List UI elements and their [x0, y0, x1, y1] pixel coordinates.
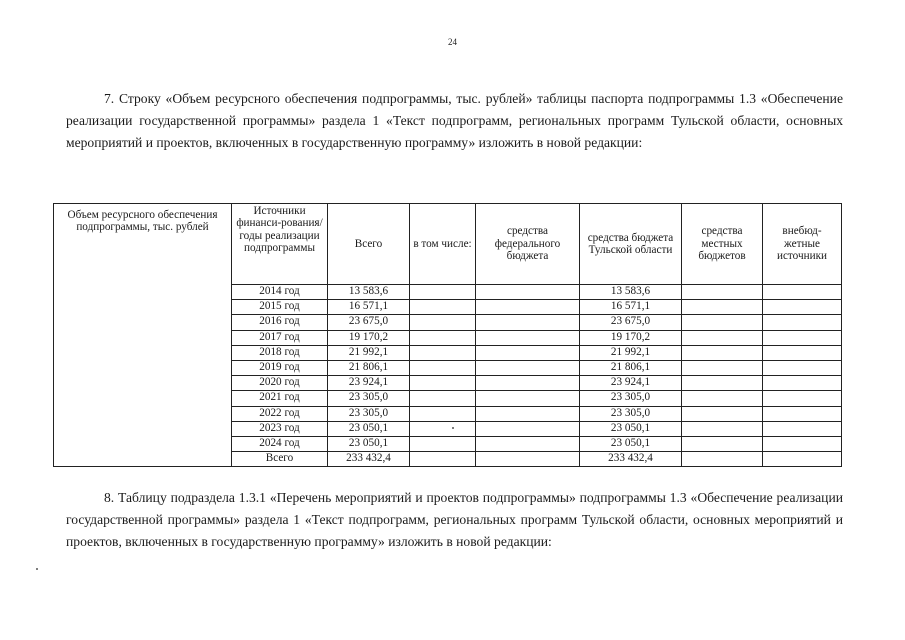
- extrabudget-cell: [763, 376, 842, 391]
- resource-table: [53, 203, 842, 467]
- extrabudget-cell: [763, 436, 842, 451]
- regional-cell: 13 583,6: [580, 285, 682, 300]
- including-cell: [410, 436, 476, 451]
- header-extrabudget: внебюд-жетные источники: [763, 204, 842, 285]
- federal-cell: [476, 360, 580, 375]
- header-regional: средства бюджета Тульской области: [580, 204, 682, 285]
- paragraph-7-number: 7.: [104, 91, 115, 106]
- regional-cell: 233 432,4: [580, 452, 682, 467]
- year-cell: 2021 год: [232, 391, 328, 406]
- year-cell: 2019 год: [232, 360, 328, 375]
- header-total: Всего: [328, 204, 410, 285]
- year-cell: 2015 год: [232, 300, 328, 315]
- year-cell: 2017 год: [232, 330, 328, 345]
- extrabudget-cell: [763, 345, 842, 360]
- total-cell: 23 050,1: [328, 436, 410, 451]
- extrabudget-cell: [763, 360, 842, 375]
- federal-cell: [476, 376, 580, 391]
- year-cell: 2023 год: [232, 421, 328, 436]
- regional-cell: 21 992,1: [580, 345, 682, 360]
- local-cell: [682, 330, 763, 345]
- total-cell: 21 806,1: [328, 360, 410, 375]
- regional-cell: 23 305,0: [580, 406, 682, 421]
- total-cell: 23 675,0: [328, 315, 410, 330]
- header-sources: Источники финанси-рования/ годы реализации подпрограммы: [232, 204, 328, 285]
- extrabudget-cell: [763, 330, 842, 345]
- extrabudget-cell: [763, 406, 842, 421]
- total-cell: 233 432,4: [328, 452, 410, 467]
- row-label-cell: Объем ресурсного обеспечения подпрограммы, тыс. рублей: [54, 204, 232, 467]
- local-cell: [682, 452, 763, 467]
- regional-cell: 16 571,1: [580, 300, 682, 315]
- year-cell: Всего: [232, 452, 328, 467]
- including-cell: [410, 391, 476, 406]
- scan-speck: [452, 427, 454, 429]
- year-cell: 2018 год: [232, 345, 328, 360]
- including-cell: [410, 360, 476, 375]
- local-cell: [682, 345, 763, 360]
- local-cell: [682, 315, 763, 330]
- federal-cell: [476, 406, 580, 421]
- extrabudget-cell: [763, 452, 842, 467]
- including-cell: [410, 330, 476, 345]
- including-cell: [410, 300, 476, 315]
- year-cell: 2016 год: [232, 315, 328, 330]
- regional-cell: 23 924,1: [580, 376, 682, 391]
- total-cell: 19 170,2: [328, 330, 410, 345]
- regional-cell: 23 050,1: [580, 421, 682, 436]
- year-cell: 2014 год: [232, 285, 328, 300]
- local-cell: [682, 421, 763, 436]
- including-cell: [410, 376, 476, 391]
- local-cell: [682, 391, 763, 406]
- year-cell: 2022 год: [232, 406, 328, 421]
- federal-cell: [476, 300, 580, 315]
- including-cell: [410, 421, 476, 436]
- paragraph-7-text: Строку «Объем ресурсного обеспечения подпрограммы, тыс. рублей» таблицы паспорта подпрограммы 1.3 «Обеспечение реализации государственной программы» раздела 1 «Текст подпрограмм, региональных программ Тульской области, основных мероприятий и проектов, включенных в государственную программу» изложить в новой редакции:: [66, 91, 843, 150]
- paragraph-7: [66, 88, 843, 153]
- paragraph-8-text: 8. Таблицу подраздела 1.3.1 «Перечень мероприятий и проектов подпрограммы» подпрограммы 1.3 «Обеспечение реализации государственной программы» раздела 1 «Текст подпрограмм, региональных программ Тульской области, основных мероприятий и проектов, включенных в государственную программу» изложить в новой редакции:: [66, 490, 843, 549]
- extrabudget-cell: [763, 300, 842, 315]
- local-cell: [682, 360, 763, 375]
- including-cell: [410, 452, 476, 467]
- federal-cell: [476, 330, 580, 345]
- federal-cell: [476, 315, 580, 330]
- extrabudget-cell: [763, 391, 842, 406]
- including-cell: [410, 315, 476, 330]
- federal-cell: [476, 345, 580, 360]
- total-cell: 23 305,0: [328, 406, 410, 421]
- including-cell: [410, 345, 476, 360]
- regional-cell: 19 170,2: [580, 330, 682, 345]
- total-cell: 16 571,1: [328, 300, 410, 315]
- extrabudget-cell: [763, 421, 842, 436]
- total-cell: 23 305,0: [328, 391, 410, 406]
- local-cell: [682, 436, 763, 451]
- federal-cell: [476, 285, 580, 300]
- local-cell: [682, 376, 763, 391]
- extrabudget-cell: [763, 315, 842, 330]
- federal-cell: [476, 436, 580, 451]
- including-cell: [410, 406, 476, 421]
- year-cell: 2020 год: [232, 376, 328, 391]
- header-local: средства местных бюджетов: [682, 204, 763, 285]
- regional-cell: 23 050,1: [580, 436, 682, 451]
- extrabudget-cell: [763, 285, 842, 300]
- federal-cell: [476, 421, 580, 436]
- local-cell: [682, 285, 763, 300]
- total-cell: 23 924,1: [328, 376, 410, 391]
- header-including: в том числе:: [410, 204, 476, 285]
- year-cell: 2024 год: [232, 436, 328, 451]
- total-cell: 23 050,1: [328, 421, 410, 436]
- scan-speck: [36, 568, 38, 570]
- regional-cell: 23 305,0: [580, 391, 682, 406]
- total-cell: 21 992,1: [328, 345, 410, 360]
- page-number: 24: [448, 37, 457, 47]
- local-cell: [682, 406, 763, 421]
- local-cell: [682, 300, 763, 315]
- regional-cell: 21 806,1: [580, 360, 682, 375]
- table-header-row: [54, 204, 842, 285]
- federal-cell: [476, 391, 580, 406]
- total-cell: 13 583,6: [328, 285, 410, 300]
- federal-cell: [476, 452, 580, 467]
- paragraph-8: [66, 487, 843, 552]
- regional-cell: 23 675,0: [580, 315, 682, 330]
- including-cell: [410, 285, 476, 300]
- header-federal: средства федерального бюджета: [476, 204, 580, 285]
